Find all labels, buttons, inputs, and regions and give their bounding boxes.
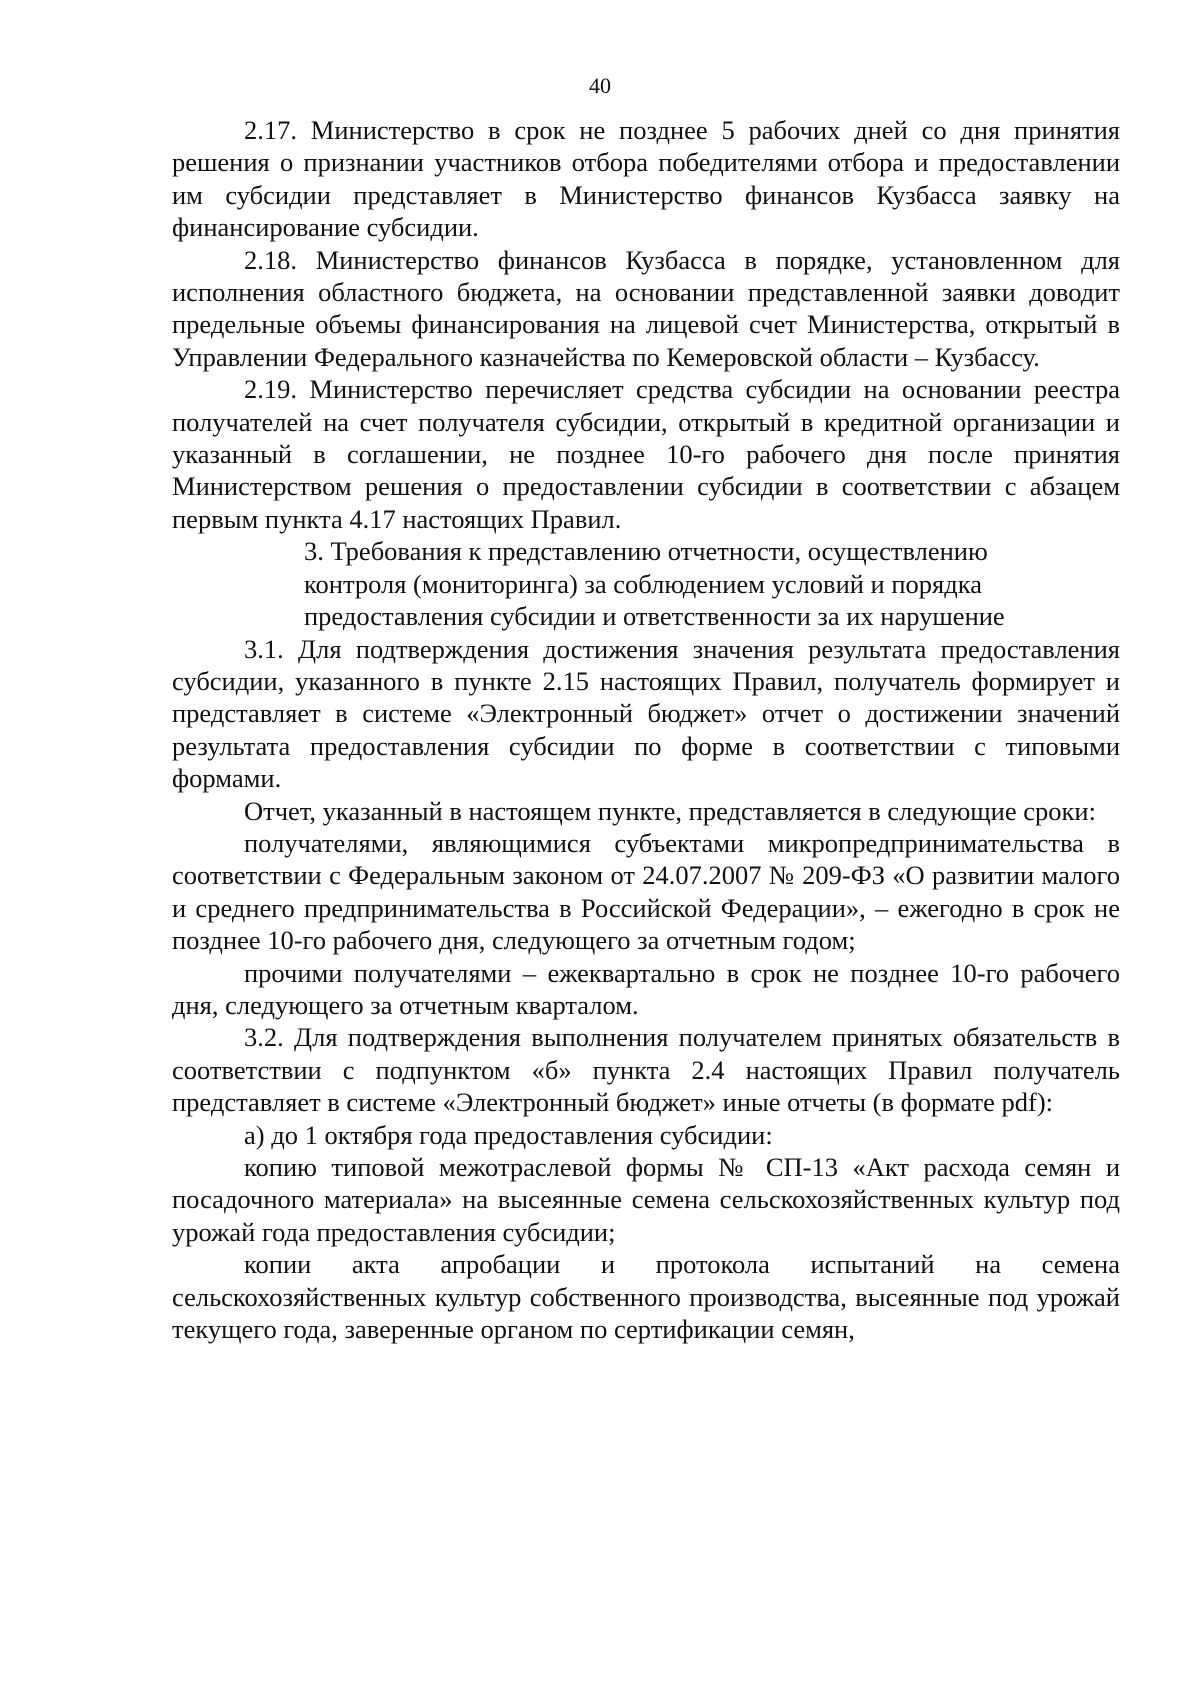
paragraph-approbation-copies: копии акта апробации и протокола испытаний на семена сельскохозяйственных культур собственного производства, высеянные под урожай текущего года, заверенные органом по сертификации семян, (172, 1249, 1120, 1345)
paragraph-2-18: 2.18. Министерство финансов Кузбасса в порядке, установленном для исполнения областного бюджета, на основании представленной заявки доводит предельные объемы финансирования на лицевой счет Министерства, открытый в Управлении Федерального казначейства по Кемеровской области – Кузбассу. (172, 244, 1120, 372)
paragraph-report-deadlines: Отчет, указанный в настоящем пункте, представляется в следующие сроки: (244, 795, 1096, 826)
paragraph-other-recipients: прочими получателями – ежеквартально в срок не позднее 10-го рабочего дня, следующего за отчетным кварталом. (172, 957, 1120, 1020)
paragraph-2-17: 2.17. Министерство в срок не позднее 5 рабочих дней со дня принятия решения о признании участников отбора победителями отбора и предоставлении им субсидии представляет в Министерство финансов Кузбасса заявку на финансирование субсидии. (172, 115, 1120, 243)
section-title-line: предоставления субсидии и ответственности за их нарушение (304, 601, 1005, 632)
document-body (172, 114, 1120, 1345)
paragraph-micro-enterprises: получателями, являющимися субъектами микропредпринимательства в соответствии с Федеральным законом от 24.07.2007 № 209-ФЗ «О развитии малого и среднего предпринимательства в Российской Федерации», – ежегодно в срок не позднее 10-го рабочего дня, следующего за отчетным годом; (172, 827, 1120, 956)
section-title-line: 3. Требования к представлению отчетности, осуществлению (304, 536, 988, 567)
paragraph-3-2: 3.2. Для подтверждения выполнения получателем принятых обязательств в соответствии с подпунктом «б» пункта 2.4 настоящих Правил получатель представляет в системе «Электронный бюджет» иные отчеты (в формате pdf): (172, 1022, 1120, 1118)
section-title-line: контроля (мониторинга) за соблюдением условий и порядка (304, 568, 982, 599)
paragraph-3-1: 3.1. Для подтверждения достижения значения результата предоставления субсидии, указанного в пункте 2.15 настоящих Правил, получатель формирует и представляет в системе «Электронный бюджет» отчет о достижении значений результата предоставления субсидии по форме в соответствии с типовыми формами. (172, 633, 1120, 794)
paragraph-2-19: 2.19. Министерство перечисляет средства субсидии на основании реестра получателей на счет получателя субсидии, открытый в кредитной организации и указанный в соглашении, не позднее 10-го рабочего дня после принятия Министерством решения о предоставлении субсидии в соответствии с абзацем первым пункта 4.17 настоящих Правил. (172, 374, 1120, 534)
paragraph-sp13-copy: копию типовой межотраслевой формы № СП-13 «Акт расхода семян и посадочного материала» на высеянные семена сельскохозяйственных культур под урожай года предоставления субсидии; (172, 1152, 1120, 1247)
page-number: 40 (589, 73, 611, 98)
paragraph-item-a: а) до 1 октября года предоставления субсидии: (244, 1119, 773, 1150)
section-3-title (172, 535, 1120, 632)
